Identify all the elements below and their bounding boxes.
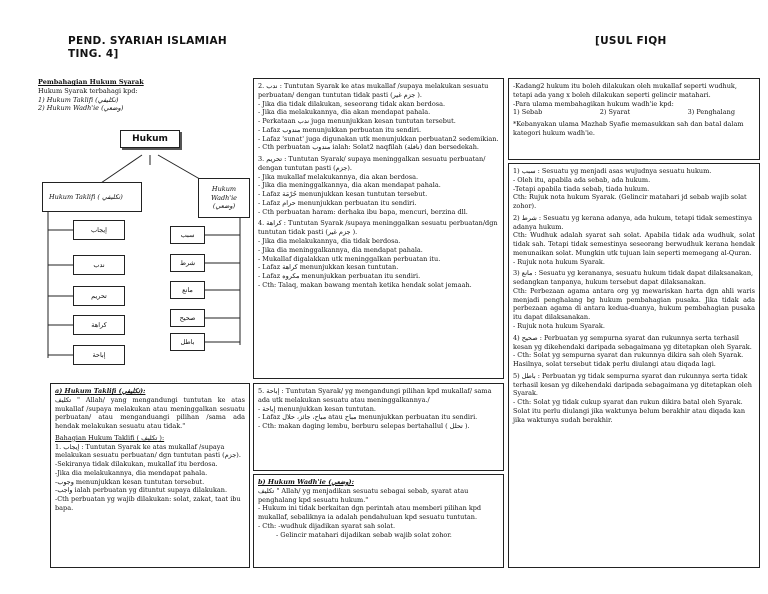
- wadhie-line: - Gelincir matahari dijadikan sebab wajib solat zohor.: [276, 530, 452, 539]
- ijab-heading: 1. إيجاب : Tuntutan Syarak ke atas mukallaf /supaya melakukan sesuatu perbuatan/ dgn tuntutan pasti (جزم).: [55, 442, 241, 460]
- karahah-line: - Jika dia melakukannya, dia tidak berdosa.: [258, 237, 401, 246]
- ijab-line: -Cth perbuatan yg wajib dilakukan: solat, zakat, taat ibu bapa.: [55, 495, 241, 512]
- col2-bottom-box: [253, 474, 504, 568]
- batil-heading: 5) باطل : Perbuatan yg tidak sempurna syarat dan rukunnya serta tidak terhasil kesan yg dikehendaki daripada sebagaimana yg ditetapkan oleh Syarak.: [513, 371, 752, 398]
- intro-title: Pembahagian Hukum Syarak: [38, 78, 144, 86]
- col2-top-box: [253, 78, 504, 379]
- batil-line: - Cth: Solat yg tidak cukup syarat dan rukun dikira batal oleh Syarak. Solat itu perlu diulangi jika waktunya belum berakhir atau diqada kan jika waktunya sudah berakhir.: [513, 398, 746, 424]
- wadhie-title: b) Hukum Wadh'ie (وضعي):: [258, 478, 354, 486]
- sabab-line: - Oleh itu, apabila ada sebab, ada hukum.: [513, 175, 651, 184]
- karahah-line: - Mukallaf digalakkan utk meninggalkan perbuatan itu.: [258, 254, 441, 263]
- wadhie-note: -Para ulama membahagikan hukum wadh'ie kpd:: [513, 99, 674, 108]
- wadhie-list-item: 1) Sebab: [513, 108, 543, 117]
- diagram-ibahah: إباحة: [73, 345, 125, 365]
- ijab-line: -واجب ialah perbuatan yg dituntut supaya dilakukan.: [55, 486, 228, 495]
- nadb-line: - Jika dia tidak dilakukan, seseorang tidak akan berdosa.: [258, 99, 446, 108]
- diagram-syarat: شرط: [170, 254, 205, 272]
- karahah-heading: 4. كراهة : Tuntutan Syarak /supaya meninggalkan sesuatu perbuatan/dgn tuntutan tidak pasti (جزم غير ).: [258, 219, 498, 237]
- wadhie-note: -Kadang2 hukum itu boleh dilakukan oleh mukallaf seperti wudhuk, tetapi ada yang x boleh dilakukan seperti gelincir matahari.: [513, 82, 737, 99]
- sabab-line: -Tetapi apabila tiada sebab, tiada hukum.: [513, 184, 650, 193]
- taklifi-title: a) Hukum Taklifi (تكليفي):: [55, 387, 146, 395]
- col2-mid-box: [253, 383, 504, 471]
- sahih-heading: 4) صحيح : Perbuatan yg sempurna syarat dan rukunnya serta terhasil kesan yg dikehendaki daripada sebagaimana yg ditetapkan oleh Syarak.: [513, 333, 752, 351]
- mani-line: - Rujuk nota hukum Syarak.: [513, 322, 605, 331]
- sabab-line: Cth: Rujuk nota hukum Syarak. (Gelincir matahari jd sebab wajib solat zohor).: [513, 193, 747, 211]
- nadb-line: - Lafaz مندوب menunjukkan perbuatan itu sendiri.: [258, 125, 422, 134]
- nadb-line: - Jika dia melakukannya, dia akan mendapat pahala.: [258, 108, 431, 117]
- karahah-line: - Lafaz مكروه menunjukkan perbuatan itu sendiri.: [258, 272, 421, 281]
- mani-line: Cth: Perbezaan agama antara org yg mewariskan harta dgn ahli waris menjadi penghalang bg hukum pembahagian pusaka. Jika tidak ada perbezaan agama di antara kedua-duanya, hukum pembahagian pusaka itu dapat dilaksanakan.: [513, 286, 755, 322]
- karahah-line: - Jika dia meninggalkannya, dia mendapat pahala.: [258, 245, 423, 254]
- intro-line1: Hukum Syarak terbahagi kpd:: [38, 86, 138, 95]
- wadhie-list: [513, 108, 755, 117]
- wadhie-footnote: *Kebanyakan ulama Mazhab Syafie memasukkan sah dan batal dalam kategori hukum wadh'ie.: [513, 120, 744, 137]
- diagram-root-hukum: Hukum: [120, 130, 180, 148]
- ijab-line: -Jika dia melakukannya, dia mendapat pahala.: [55, 468, 208, 477]
- syarat-line: - Rujuk nota hukum Syarak.: [513, 257, 605, 266]
- syarat-heading: 2) شرط : Sesuatu yg kerana adanya, ada hukum, tetapi tidak semestinya adanya hukum.: [513, 213, 752, 231]
- tahrim-heading: 3. تحريم : Tuntutan Syarak/ supaya meninggalkan sesuatu perbuatan/ dengan tuntutan pasti (جزم).: [258, 155, 486, 172]
- nadb-line: - Cth perbuatan مندوب ialah: Solat2 naqfilah (نافلة) dan bersedekah.: [258, 143, 479, 152]
- col3-main-box: [508, 163, 760, 568]
- diagram-tahrim: تحريم: [73, 286, 125, 306]
- diagram-batil: باطل: [170, 333, 205, 351]
- nadb-heading: 2. ندب : Tuntutan Syarak ke atas mukallaf /supaya melakukan sesuatu perbuatan/ dengan tuntutan tidak pasti (جزم غير ).: [258, 82, 489, 99]
- karahah-line: - Cth: Talaq, makan bawang mentah ketika hendak solat jemaah.: [258, 280, 472, 289]
- diagram-ijab: إيجاب: [73, 220, 125, 240]
- diagram-sabab: سبب: [170, 226, 205, 244]
- intro-line3: 2) Hukum Wadh'ie (وضعي): [38, 104, 124, 113]
- tahrim-line: - Cth perbuatan haram: derhaka ibu bapa, mencuri, berzina dll.: [258, 207, 468, 216]
- ibahah-heading: 5. إباحة : Tuntutan Syarak/ yg mengandungi pilihan kpd mukallaf/ sama ada utk melakukan sesuatu atau meninggalkannya./: [258, 387, 492, 404]
- sabab-heading: 1) سبب : Sesuatu yg menjadi asas wujudnya sesuatu hukum.: [513, 167, 712, 175]
- wadhie-line: - Hukum ini tidak berkaitan dgn perintah atau memberi pilihan kpd mukallaf, sebaliknya ia adalah pendahuluan kpd sesuatu tuntutan.: [258, 504, 482, 522]
- wadhie-line: - Cth: -wudhuk dijadikan syarat sah solat.: [258, 521, 396, 530]
- diagram-hukum-taklifi: Hukum Taklifi ( تكليفي): [42, 182, 142, 212]
- nadb-line: - Perkataan ندب juga menunjukkan kesan tuntutan tersebut.: [258, 117, 456, 126]
- col1-bottom-box: [50, 383, 250, 568]
- tahrim-line: - Lafaz حرام menunjukkan perbuatan itu sendiri.: [258, 198, 417, 207]
- taklifi-bahagian-title: Bahagian Hukum Taklifi ( تكليف ):: [55, 433, 165, 442]
- intro-line2: 1) Hukum Taklifi (تكليفي): [38, 95, 119, 104]
- diagram-mani: مانع: [170, 281, 205, 299]
- ibahah-line: - Lafaz مباح، جائز، حلال atau مباح menunjukkan perbuatan itu sendiri.: [258, 413, 478, 422]
- wadhie-list-item: 2) Syarat: [599, 108, 631, 117]
- header-left-line2: TING. 4]: [68, 48, 119, 60]
- syarat-line: Cth: Wudhuk adalah syarat sah solat. Apabila tidak ada wudhuk, solat tidak sah. Tetapi tidak semestinya seseorang berwudhuk kerana hendak menunaikan solat. Mungkin utk tujuan lain seperti memegang al-Quran.: [513, 231, 755, 257]
- taklifi-definition: تكليف " Allah/ yang mengandungi tuntutan ke atas mukallaf /supaya melakukan atau meninggalkan sesuatu perbuatan/ atau menganduangi pilihan /sama ada hendak melakukan sesuatu atau tidak.": [55, 395, 245, 431]
- col3-top-box: [508, 78, 760, 160]
- mani-heading: 3) مانع : Sesuatu yg kerananya, sesuatu hukum tidak dapat dilaksanakan, sedangkan tanpanya, hukum tersebut dapat dilaksanakan.: [513, 269, 754, 287]
- diagram-nadb: ندب: [73, 255, 125, 275]
- tahrim-line: - Lafaz حُرْمَة menunjukkan kesan tuntutan tersebut.: [258, 190, 428, 199]
- wadhie-list-item: 3) Penghalang: [687, 108, 735, 117]
- ijab-line: -Sekiranya tidak dilakukan, mukallaf itu berdosa.: [55, 460, 218, 469]
- ibahah-line: - Cth: makan daging lembu, berburu selepas bertahallul ( تحلل ).: [258, 422, 470, 431]
- karahah-line: - Lafaz كراهة menunjukkan kesan tuntutan.: [258, 263, 399, 272]
- header-left-line1: PEND. SYARIAH ISLAMIAH: [68, 35, 228, 47]
- diagram-sahih: صحيح: [170, 309, 205, 327]
- tahrim-line: - Jika dia meninggalkannya, dia akan mendapat pahala.: [258, 181, 441, 190]
- tahrim-line: - Jika mukallaf melakukannya, dia akan berdosa.: [258, 172, 419, 181]
- ijab-line: -وجوب menunjukkan kesan tuntutan tersebut.: [55, 477, 205, 486]
- diagram-hukum-wadhie: Hukum Wadh'ie (وضعي): [198, 178, 250, 218]
- sahih-line: - Cth: Solat yg sempurna syarat dan rukunnya dikira sah oleh Syarak. Hasilnya, solat tersebut tidak perlu diulangi atau diqada lagi.: [513, 351, 744, 369]
- wadhie-definition: تكليف " Allah/ yg menjadikan sesuatu sebagai sebab, syarat atau penghalang kpd sesuatu hukum.": [258, 486, 469, 504]
- nadb-line: - Lafaz 'sunat' juga digunakan utk menunjukkan perbuatan2 sedemikian.: [258, 134, 499, 143]
- diagram-karahah: كراهة: [73, 315, 125, 335]
- header-right: [USUL FIQH: [595, 35, 667, 47]
- ibahah-line: - إباحة menunjukkan kesan tuntutan.: [258, 404, 376, 413]
